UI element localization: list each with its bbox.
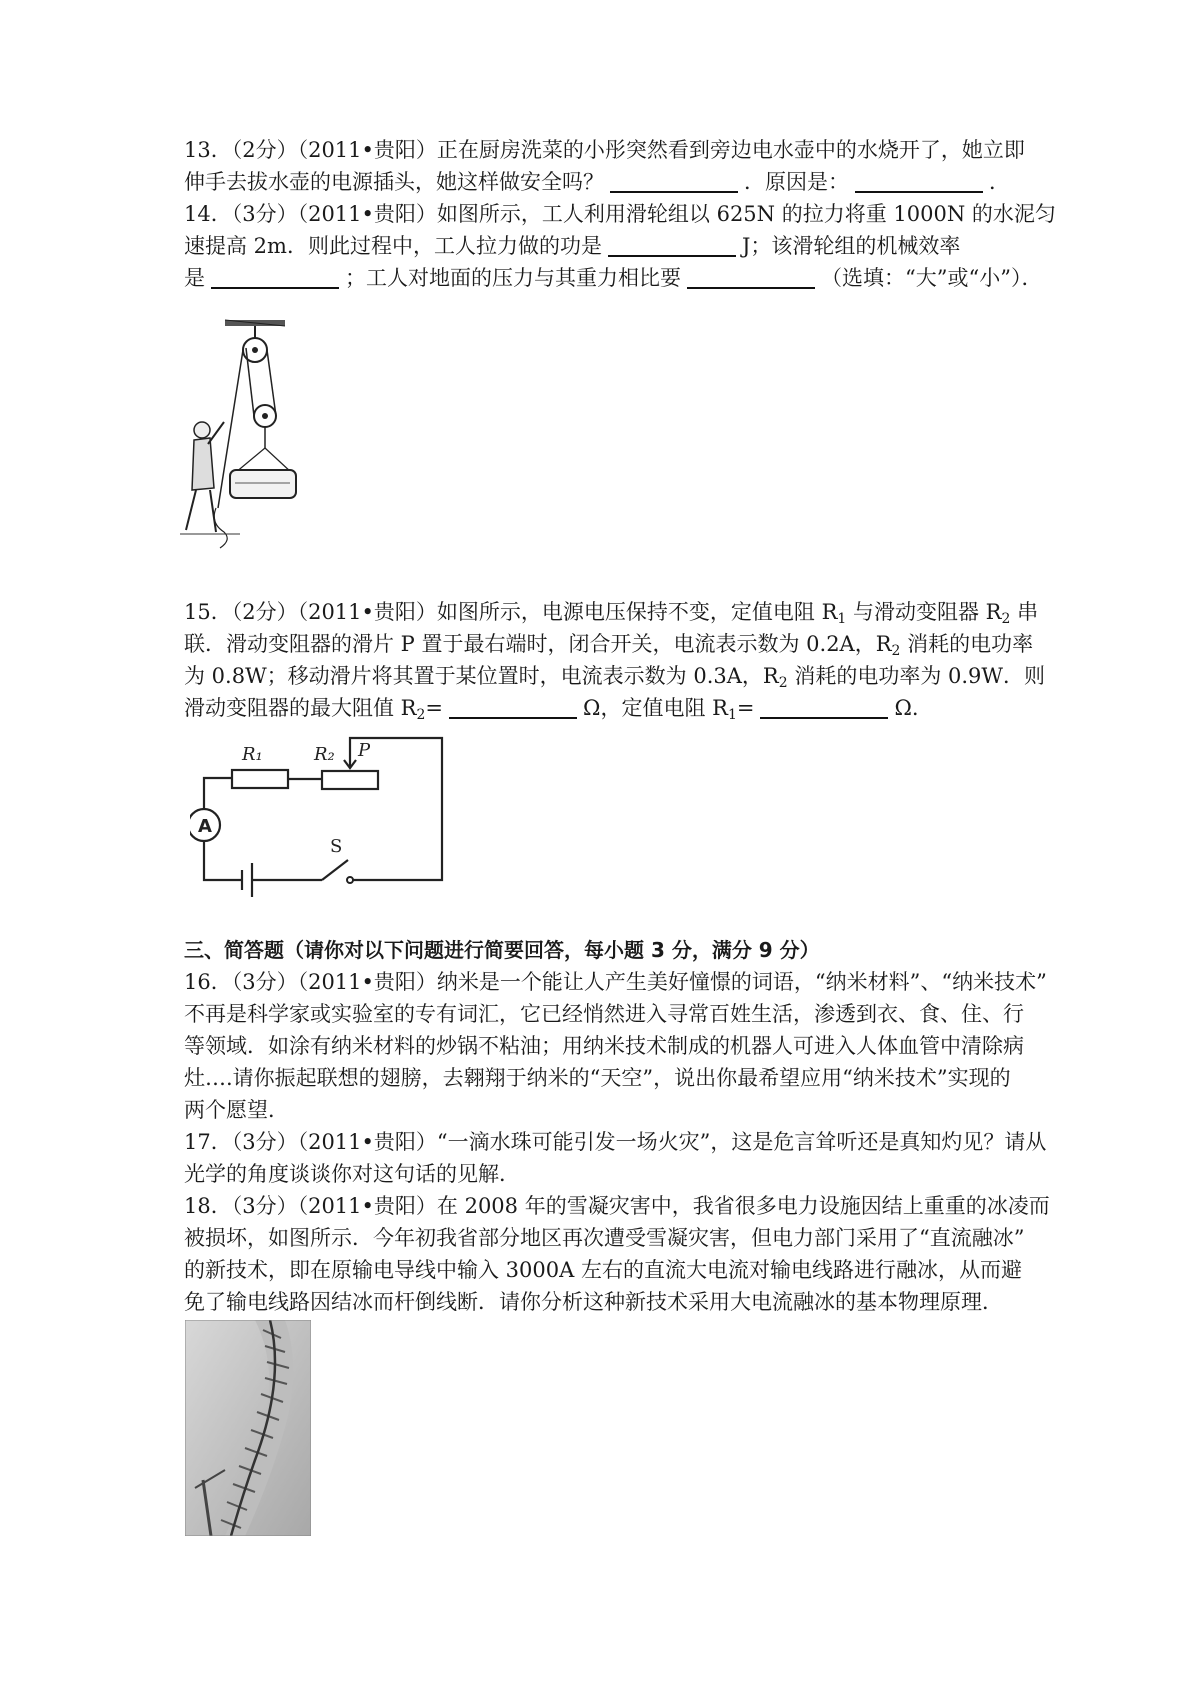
q17-line-1: 17．（3分）（2011•贵阳）“一滴水珠可能引发一场火灾”，这是危言耸听还是真知灼见？请从 [184, 1130, 1047, 1154]
q13-text-c: ． [989, 170, 1010, 194]
q14-text-d: ；工人对地面的压力与其重力相比要 [345, 266, 681, 290]
q14-text-b: J；该滑轮组的机械效率 [741, 234, 961, 258]
q15-text-d: 联．滑动变阻器的滑片 P 置于最右端时，闭合开关，电流表示数为 0.2A，R [184, 632, 892, 656]
q16-line-3: 等领域．如涂有纳米材料的炒锅不粘油；用纳米技术制成的机器人可进入人体血管中清除病 [184, 1034, 1024, 1058]
question-15 [184, 596, 1044, 724]
q15-text-c: 串 [1010, 600, 1039, 624]
q16-line-4: 灶….请你振起联想的翅膀，去翱翔于纳米的“天空”，说出你最希望应用“纳米技术”实现的 [184, 1066, 1011, 1090]
q15-line-3 [184, 660, 1044, 692]
q15-text-a: 15．（2分）（2011•贵阳）如图所示，电源电压保持不变，定值电阻 R [184, 600, 838, 624]
answer-blank[interactable] [687, 267, 815, 289]
q18-line-2: 被损坏，如图所示．今年初我省部分地区再次遭受雪凝灾害，但电力部门采用了“直流融冰” [184, 1226, 1025, 1250]
q16-line-2: 不再是科学家或实验室的专有词汇，它已经悄然进入寻常百姓生活，渗透到衣、食、住、行 [184, 1002, 1024, 1026]
q14-text-a: 速提高 2m．则此过程中，工人拉力做的功是 [184, 234, 602, 258]
q13-text-a: 伸手去拔水壶的电源插头，她这样做安全吗？ [184, 170, 604, 194]
r2-label: R₂ [314, 744, 335, 765]
question-14 [184, 198, 1056, 294]
circuit-diagram [190, 730, 460, 900]
q16-line-5: 两个愿望． [184, 1098, 289, 1122]
question-17 [184, 1126, 1047, 1190]
question-18 [184, 1190, 1050, 1318]
q15-line-2 [184, 628, 1044, 660]
answer-blank[interactable] [449, 697, 577, 719]
q15-text-h: 滑动变阻器的最大阻值 R [184, 696, 417, 720]
q17-line-2: 光学的角度谈谈你对这句话的见解． [184, 1162, 520, 1186]
q14-line-2 [184, 230, 1044, 262]
q13-text-b: ．原因是： [744, 170, 849, 194]
subscript-2: 2 [891, 643, 901, 659]
q15-text-j: Ω，定值电阻 R [583, 696, 728, 720]
subscript-1: 1 [727, 707, 737, 723]
r1-label: R₁ [242, 744, 263, 765]
q15-text-g: 消耗的电功率为 0.9W．则 [787, 664, 1045, 688]
q15-line-4 [184, 692, 1044, 724]
q14-line-1: 14．（3分）（2011•贵阳）如图所示，工人利用滑轮组以 625N 的拉力将重 1000N 的水泥匀 [184, 202, 1056, 226]
answer-blank[interactable] [855, 171, 983, 193]
q18-line-4: 免了输电线路因结冰而杆倒线断．请你分析这种新技术采用大电流融冰的基本物理原理． [184, 1290, 1003, 1314]
answer-blank[interactable] [608, 235, 736, 257]
ice-covered-power-line-photo [185, 1320, 311, 1536]
q18-line-1: 18．（3分）（2011•贵阳）在 2008 年的雪凝灾害中，我省很多电力设施因结上重重的冰凌而 [184, 1194, 1050, 1218]
q15-text-k: = [736, 696, 755, 720]
q18-line-3: 的新技术，即在原输电导线中输入 3000A 左右的直流大电流对输电线路进行融冰，从而避 [184, 1258, 1022, 1282]
question-13 [184, 134, 1044, 198]
q15-text-l: Ω. [894, 696, 919, 720]
q15-text-i: = [425, 696, 444, 720]
section-heading: 三、简答题（请你对以下问题进行简要回答，每小题 3 分，满分 9 分） [184, 938, 820, 962]
q14-line-3 [184, 262, 1044, 294]
pulley-worker-figure [180, 318, 310, 568]
subscript-1: 1 [837, 611, 847, 627]
q15-text-f: 为 0.8W；移动滑片将其置于某位置时，电流表示数为 0.3A，R [184, 664, 779, 688]
q14-text-e: （选填：“大”或“小”）． [821, 266, 1043, 290]
q13-line-1: 13．（2分）（2011•贵阳）正在厨房洗菜的小彤突然看到旁边电水壶中的水烧开了，她立即 [184, 138, 1025, 162]
q14-text-c: 是 [184, 266, 205, 290]
switch-label: S [330, 836, 343, 857]
p-label: P [358, 740, 371, 761]
q15-text-e: 消耗的电功率 [900, 632, 1034, 656]
ammeter-label: A [198, 816, 212, 837]
subscript-2: 2 [1001, 611, 1011, 627]
q15-line-1 [184, 596, 1044, 628]
subscript-2: 2 [416, 707, 426, 723]
q15-text-b: 与滑动变阻器 R [846, 600, 1002, 624]
question-16 [184, 966, 1047, 1126]
subscript-2: 2 [778, 675, 788, 691]
answer-blank[interactable] [211, 267, 339, 289]
answer-blank[interactable] [610, 171, 738, 193]
q16-line-1: 16．（3分）（2011•贵阳）纳米是一个能让人产生美好憧憬的词语，“纳米材料”、“纳米技术” [184, 970, 1047, 994]
q13-line-2 [184, 166, 1044, 198]
answer-blank[interactable] [760, 697, 888, 719]
